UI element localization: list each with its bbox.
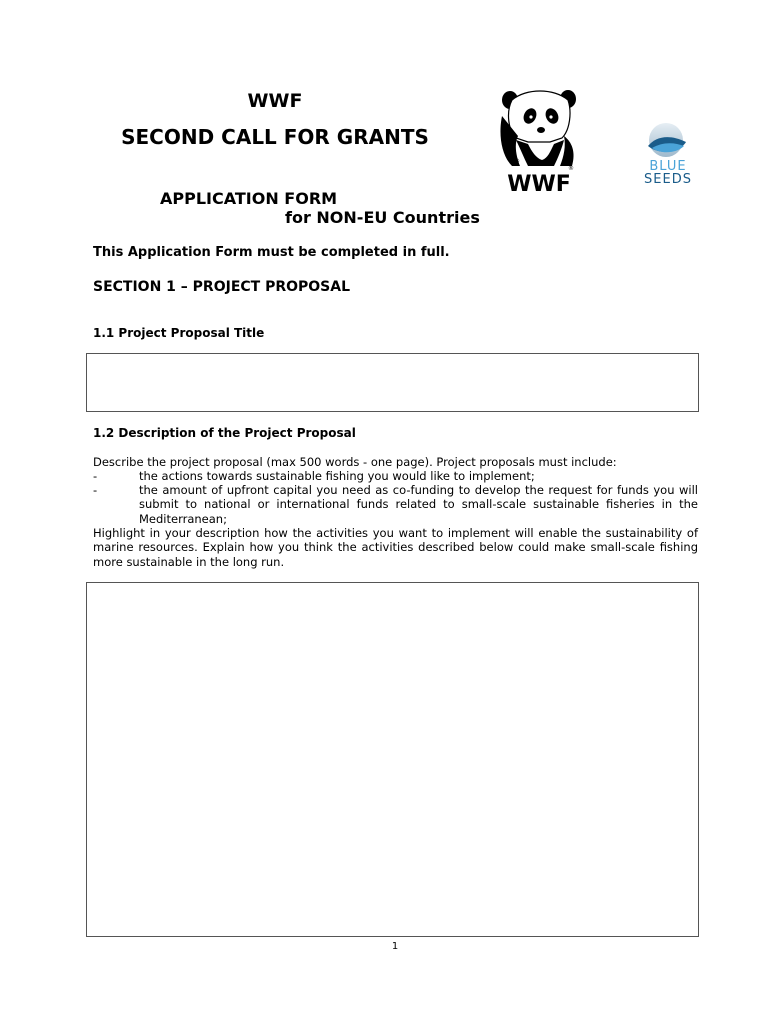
list-item [93,469,698,483]
svg-text:®: ® [568,165,574,172]
wave-icon [636,120,700,160]
section-heading: SECTION 1 – PROJECT PROPOSAL [93,279,351,295]
project-title-field[interactable] [86,353,699,412]
intro-text: This Application Form must be completed in full. [93,245,450,260]
blue-seeds-logo [636,120,700,192]
question-label-title: 1.1 Project Proposal Title [93,326,265,340]
bullet-text: the actions towards sustainable fishing you would like to implement; [139,469,535,483]
blue-seeds-line1: BLUE [649,159,687,174]
instructions-tail: Highlight in your description how the activities you want to implement will enable the sustainability of marine resources. Explain how you think the activities described below could make small-scale fishing more sustainable in the long run. [93,526,698,569]
instructions-lead: Describe the project proposal (max 500 words - one page). Project proposals must include: [93,455,617,469]
form-subtitle: for NON-EU Countries [285,208,480,227]
question-label-description: 1.2 Description of the Project Proposal [93,426,356,440]
svg-text:©: © [514,158,520,165]
bullet-marker: - [93,469,98,483]
project-description-field[interactable] [86,582,699,937]
page-number: 1 [391,941,399,952]
form-title: APPLICATION FORM [160,189,338,208]
wwf-panda-logo [498,86,580,196]
panda-icon [498,86,580,196]
bullet-text: the amount of upfront capital you need as co-funding to develop the request for funds you will submit to national or international funds related to small-scale sustainable fisheries in the Mediterranean; [139,483,698,526]
call-title: SECOND CALL FOR GRANTS [121,125,429,149]
list-item [93,483,698,526]
org-title: WWF [247,90,303,112]
bullet-marker: - [93,483,98,497]
blue-seeds-line2: SEEDS [644,172,692,187]
wwf-logo-text: WWF [507,172,571,196]
